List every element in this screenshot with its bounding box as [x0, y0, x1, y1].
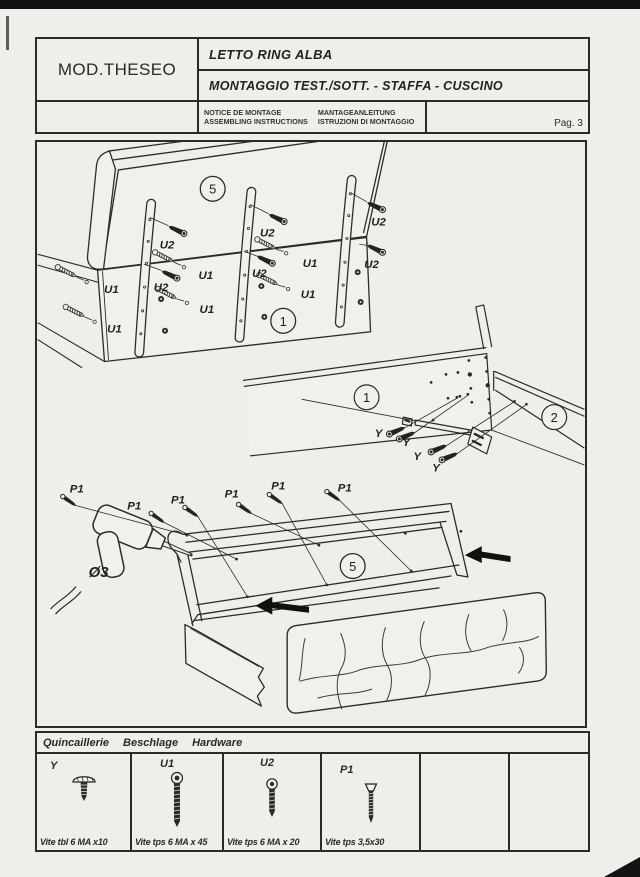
p1-label: P1	[337, 482, 352, 495]
assembly-diagram	[37, 142, 585, 726]
hardware-table-header	[37, 733, 588, 754]
notice-it: ISTRUZIONI DI MONTAGGIO	[317, 117, 415, 126]
svg-text:5: 5	[209, 181, 217, 197]
drill-cable	[51, 587, 81, 614]
diagram-area	[35, 140, 587, 728]
notice-de-it	[318, 108, 415, 126]
hardware-title-fr: Quincaillerie	[43, 736, 110, 749]
u1-label: U1	[302, 258, 318, 271]
svg-text:5: 5	[349, 559, 357, 575]
y-label: Y	[374, 427, 383, 440]
header-subrow	[37, 100, 588, 132]
hardware-title-de: Beschlage	[123, 736, 179, 749]
screw-y-icon	[64, 772, 104, 812]
hardware-cell-y	[37, 754, 130, 850]
u2-label: U2	[153, 282, 169, 295]
side-rail	[494, 371, 584, 447]
u2-label: U2	[364, 259, 379, 272]
y-label: Y	[402, 436, 411, 449]
p1-label: P1	[69, 483, 84, 496]
header-table	[35, 37, 590, 134]
p1-label: P1	[224, 488, 239, 501]
callout-5-headboard	[200, 176, 225, 201]
screw-u2-icon	[252, 776, 292, 822]
scan-artifact-top-band	[0, 0, 640, 9]
notice-cell	[197, 102, 427, 132]
svg-text:2: 2	[550, 410, 558, 426]
screw-p1-icon	[351, 780, 391, 832]
hardware-desc: Vite tbl 6 MA x10	[40, 837, 108, 847]
hardware-cell-empty-2	[508, 754, 588, 850]
product-name: LETTO RING ALBA	[199, 39, 588, 71]
u1-label: U1	[199, 303, 215, 316]
screw-u1-icon	[157, 770, 197, 832]
u2-label: U2	[260, 227, 275, 240]
hardware-cell-u1	[130, 754, 222, 850]
hardware-cell-u2	[222, 754, 320, 850]
headboard-frame	[168, 503, 468, 625]
y-label: Y	[432, 462, 440, 475]
hardware-title-en: Hardware	[192, 736, 243, 749]
u1-label: U1	[300, 288, 316, 301]
callout-2-side-rail	[542, 405, 567, 430]
y-label: Y	[413, 450, 422, 463]
svg-text:1: 1	[363, 390, 371, 406]
callout-5-frame	[340, 554, 365, 579]
p1-label: P1	[127, 500, 142, 513]
u2-label: U2	[252, 268, 267, 281]
model-name: MOD.THESEO	[37, 39, 199, 100]
corner-post	[476, 305, 492, 349]
frame-cushion-assembly	[51, 481, 546, 714]
hardware-code: U1	[160, 758, 175, 770]
page-number: Pag. 3	[554, 118, 583, 129]
hardware-code: U2	[260, 757, 275, 769]
u2-label: U2	[371, 216, 386, 229]
p1-label: P1	[170, 494, 185, 507]
callout-1-base-panel	[271, 308, 296, 333]
svg-text:1: 1	[279, 313, 287, 329]
p1-label: P1	[271, 480, 286, 493]
arrow-right-icon	[465, 546, 511, 563]
hardware-table	[35, 731, 590, 852]
notice-fr: NOTICE DE MONTAGE	[204, 108, 282, 117]
hardware-desc: Vite tps 6 MA x 20	[227, 837, 300, 847]
hardware-desc: Vite tps 3,5x30	[325, 837, 385, 847]
bed-base	[185, 625, 264, 706]
scan-artifact-corner-wedge	[600, 855, 640, 877]
hardware-desc: Vite tps 6 MA x 45	[135, 837, 208, 847]
hardware-code: P1	[340, 764, 354, 776]
headboard-strap-assembly	[38, 142, 389, 367]
drill	[51, 503, 197, 614]
notice-en: ASSEMBLING INSTRUCTIONS	[204, 117, 308, 126]
callout-1-corner	[354, 385, 379, 410]
u2-label: U2	[159, 239, 175, 252]
scan-artifact-left-mark	[6, 16, 9, 50]
u1-label: U1	[107, 323, 122, 336]
notice-fr-en	[204, 108, 308, 126]
notice-de: MANTAGEANLEITUNG	[317, 108, 396, 117]
tufted-cushion	[287, 593, 546, 713]
header-empty-cell	[37, 102, 197, 132]
hardware-code: Y	[50, 760, 58, 772]
hardware-cell-p1	[320, 754, 419, 850]
assembly-step-title: MONTAGGIO TEST./SOTT. - STAFFA - CUSCINO	[209, 78, 503, 93]
drill-diameter-label: Ø3	[88, 564, 109, 581]
u1-label: U1	[104, 284, 119, 297]
u1-label: U1	[198, 270, 214, 283]
hardware-cell-empty-1	[419, 754, 508, 850]
